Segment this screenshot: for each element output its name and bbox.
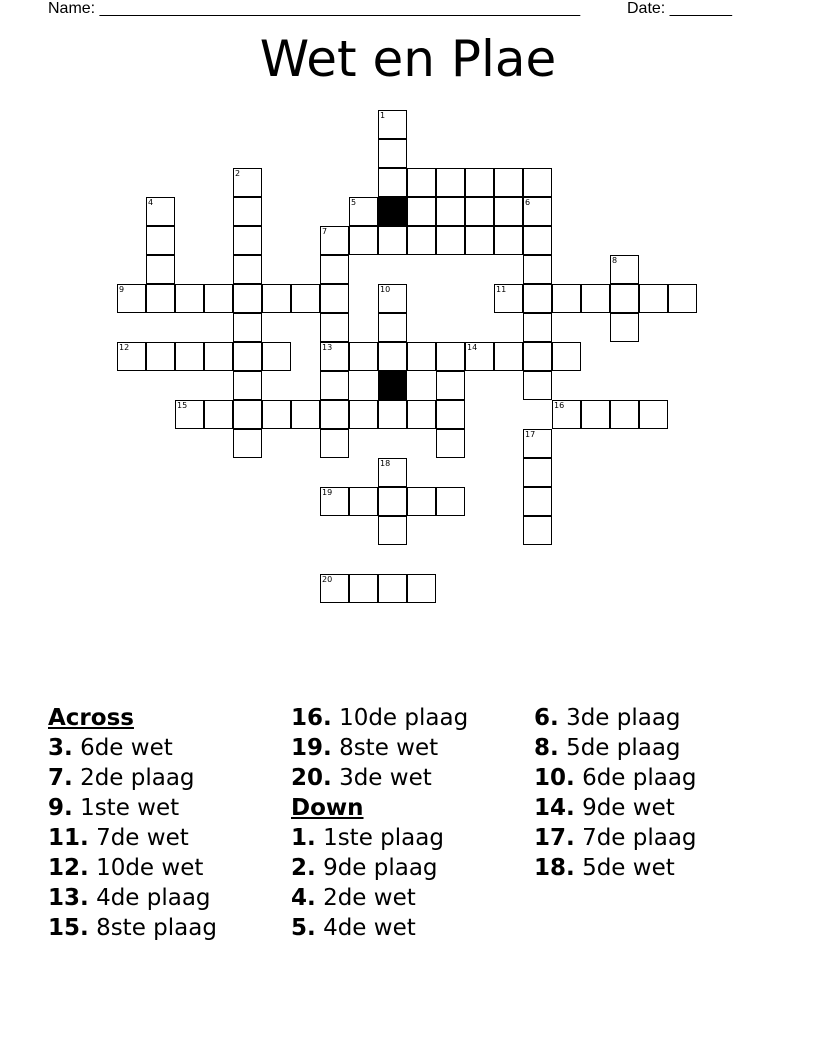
grid-cell[interactable]	[610, 313, 639, 342]
grid-cell[interactable]	[175, 284, 204, 313]
grid-cell[interactable]	[233, 400, 262, 429]
grid-cell[interactable]	[610, 284, 639, 313]
across-clue	[48, 883, 217, 913]
clue-number: 12	[119, 343, 130, 352]
clue-number-label: 2.	[291, 855, 316, 881]
down-heading: Down	[291, 795, 364, 821]
grid-cell[interactable]	[233, 168, 262, 197]
grid-cell[interactable]	[146, 226, 175, 255]
clue-column-1	[48, 703, 217, 943]
clue-number-label: 12.	[48, 855, 89, 881]
clue-number: 18	[380, 459, 391, 468]
clue-text: 8ste wet	[339, 735, 439, 761]
grid-cell[interactable]	[523, 458, 552, 487]
clue-text: 7de wet	[96, 825, 189, 851]
grid-cell[interactable]	[291, 400, 320, 429]
grid-cell[interactable]	[523, 168, 552, 197]
clue-text: 1ste wet	[80, 795, 180, 821]
down-clue	[534, 703, 697, 733]
grid-cell[interactable]	[407, 342, 436, 371]
clue-number: 4	[148, 198, 154, 207]
clue-text: 9de plaag	[323, 855, 438, 881]
across-clue	[291, 703, 468, 733]
grid-cell[interactable]	[320, 371, 349, 400]
grid-cell[interactable]	[378, 168, 407, 197]
grid-cell[interactable]	[233, 284, 262, 313]
grid-cell[interactable]	[378, 487, 407, 516]
grid-cell[interactable]	[523, 429, 552, 458]
grid-cell[interactable]	[233, 429, 262, 458]
clue-number: 16	[554, 401, 565, 410]
grid-cell[interactable]	[320, 400, 349, 429]
clue-text: 2de wet	[323, 885, 416, 911]
clue-text: 9de wet	[582, 795, 675, 821]
clue-number-label: 1.	[291, 825, 316, 851]
clue-number: 20	[322, 575, 333, 584]
grid-cell[interactable]	[320, 255, 349, 284]
clue-number-label: 4.	[291, 885, 316, 911]
clue-text: 2de plaag	[80, 765, 195, 791]
grid-cell[interactable]	[523, 516, 552, 545]
clue-number-label: 5.	[291, 915, 316, 941]
grid-cell[interactable]	[523, 371, 552, 400]
grid-cell[interactable]	[523, 284, 552, 313]
down-clue	[534, 793, 697, 823]
grid-cell[interactable]	[320, 487, 349, 516]
grid-cell[interactable]	[378, 110, 407, 139]
grid-cell[interactable]	[436, 371, 465, 400]
grid-cell[interactable]	[494, 342, 523, 371]
clue-number-label: 18.	[534, 855, 575, 881]
clue-number-label: 20.	[291, 765, 332, 791]
clue-number: 11	[496, 285, 507, 294]
clue-number-label: 3.	[48, 735, 73, 761]
clue-number: 19	[322, 488, 333, 497]
grid-cell[interactable]	[494, 226, 523, 255]
grid-cell[interactable]	[407, 197, 436, 226]
down-clue	[291, 853, 468, 883]
clue-number-label: 16.	[291, 705, 332, 731]
date-label: Date:	[627, 0, 666, 17]
grid-cell[interactable]	[378, 284, 407, 313]
grid-cell[interactable]	[204, 284, 233, 313]
grid-cell[interactable]	[494, 197, 523, 226]
clue-number-label: 17.	[534, 825, 575, 851]
clue-number-label: 15.	[48, 915, 89, 941]
name-label: Name:	[48, 0, 96, 17]
grid-cell[interactable]	[146, 197, 175, 226]
across-clue	[48, 733, 217, 763]
grid-cell[interactable]	[610, 255, 639, 284]
grid-cell[interactable]	[262, 400, 291, 429]
clue-number-label: 9.	[48, 795, 73, 821]
clue-number: 5	[351, 198, 357, 207]
grid-cell[interactable]	[523, 487, 552, 516]
across-clue	[48, 763, 217, 793]
grid-cell[interactable]	[117, 284, 146, 313]
grid-cell[interactable]	[465, 342, 494, 371]
grid-cell[interactable]	[349, 226, 378, 255]
grid-cell[interactable]	[581, 284, 610, 313]
down-clue	[534, 763, 697, 793]
grid-cell[interactable]	[610, 400, 639, 429]
grid-cell[interactable]	[436, 400, 465, 429]
grid-cell[interactable]	[407, 226, 436, 255]
grid-cell[interactable]	[639, 284, 668, 313]
grid-cell[interactable]	[436, 342, 465, 371]
grid-cell[interactable]	[349, 400, 378, 429]
across-heading: Across	[48, 705, 134, 731]
grid-cell[interactable]	[436, 168, 465, 197]
grid-cell[interactable]	[436, 197, 465, 226]
clue-text: 7de plaag	[582, 825, 697, 851]
clue-number-label: 11.	[48, 825, 89, 851]
grid-cell[interactable]	[175, 400, 204, 429]
grid-cell[interactable]	[233, 371, 262, 400]
clue-column-3	[534, 703, 697, 883]
grid-cell[interactable]	[378, 313, 407, 342]
date-field	[627, 0, 732, 18]
grid-cell[interactable]	[117, 342, 146, 371]
grid-cell[interactable]	[320, 429, 349, 458]
clue-number: 1	[380, 111, 386, 120]
clue-text: 1ste plaag	[323, 825, 444, 851]
clue-number: 13	[322, 343, 333, 352]
grid-cell[interactable]	[668, 284, 697, 313]
grid-cell[interactable]	[494, 168, 523, 197]
grid-cell[interactable]	[407, 400, 436, 429]
clue-text: 6de wet	[80, 735, 173, 761]
grid-cell[interactable]	[204, 400, 233, 429]
clue-number: 14	[467, 343, 478, 352]
grid-cell[interactable]	[436, 429, 465, 458]
clue-text: 5de wet	[582, 855, 675, 881]
grid-cell[interactable]	[378, 458, 407, 487]
clue-text: 3de plaag	[566, 705, 681, 731]
date-blank[interactable]: _______	[669, 0, 732, 17]
clue-number: 10	[380, 285, 391, 294]
grid-cell[interactable]	[349, 342, 378, 371]
grid-cell[interactable]	[291, 284, 320, 313]
grid-cell[interactable]	[262, 284, 291, 313]
grid-cell[interactable]	[175, 342, 204, 371]
clue-text: 10de wet	[96, 855, 204, 881]
across-clue	[48, 853, 217, 883]
grid-cell[interactable]	[552, 342, 581, 371]
grid-cell[interactable]	[146, 284, 175, 313]
across-clue	[48, 793, 217, 823]
grid-cell[interactable]	[146, 342, 175, 371]
grid-cell[interactable]	[320, 574, 349, 603]
clue-number: 17	[525, 430, 536, 439]
clue-number-label: 10.	[534, 765, 575, 791]
clue-number: 9	[119, 285, 125, 294]
clue-number: 8	[612, 256, 618, 265]
grid-cell[interactable]	[320, 342, 349, 371]
clue-text: 8ste plaag	[96, 915, 217, 941]
grid-cell[interactable]	[233, 197, 262, 226]
grid-cell[interactable]	[407, 574, 436, 603]
clue-number-label: 14.	[534, 795, 575, 821]
down-clue	[534, 823, 697, 853]
grid-cell[interactable]	[436, 226, 465, 255]
grid-cell[interactable]	[378, 226, 407, 255]
clue-text: 4de plaag	[96, 885, 211, 911]
black-cell	[378, 371, 407, 400]
grid-cell[interactable]	[523, 255, 552, 284]
clue-number-label: 13.	[48, 885, 89, 911]
clue-number: 2	[235, 169, 241, 178]
name-blank[interactable]: ______________________________________________________	[99, 0, 581, 17]
name-field	[48, 0, 580, 18]
grid-cell[interactable]	[494, 284, 523, 313]
across-clue	[48, 913, 217, 943]
down-clue	[291, 823, 468, 853]
grid-cell[interactable]	[523, 313, 552, 342]
grid-cell[interactable]	[349, 574, 378, 603]
page-title: Wet en Plae	[259, 30, 557, 88]
clue-number-label: 8.	[534, 735, 559, 761]
clue-text: 4de wet	[323, 915, 416, 941]
grid-cell[interactable]	[378, 139, 407, 168]
down-clue	[534, 733, 697, 763]
grid-cell[interactable]	[465, 168, 494, 197]
down-clue	[534, 853, 697, 883]
grid-cell[interactable]	[378, 574, 407, 603]
clue-number: 6	[525, 198, 531, 207]
clue-text: 10de plaag	[339, 705, 469, 731]
black-cell	[378, 197, 407, 226]
clue-text: 3de wet	[339, 765, 432, 791]
grid-cell[interactable]	[465, 226, 494, 255]
grid-cell[interactable]	[233, 313, 262, 342]
clue-number: 15	[177, 401, 188, 410]
grid-cell[interactable]	[204, 342, 233, 371]
grid-cell[interactable]	[465, 197, 494, 226]
clue-text: 6de plaag	[582, 765, 697, 791]
clue-number: 7	[322, 227, 328, 236]
across-clue	[291, 733, 468, 763]
clue-number-label: 6.	[534, 705, 559, 731]
grid-cell[interactable]	[233, 255, 262, 284]
grid-cell[interactable]	[233, 342, 262, 371]
grid-cell[interactable]	[523, 226, 552, 255]
grid-cell[interactable]	[233, 226, 262, 255]
grid-cell[interactable]	[523, 342, 552, 371]
clue-number-label: 7.	[48, 765, 73, 791]
grid-cell[interactable]	[581, 400, 610, 429]
down-clue	[291, 913, 468, 943]
grid-cell[interactable]	[349, 487, 378, 516]
grid-cell[interactable]	[146, 255, 175, 284]
grid-cell[interactable]	[320, 313, 349, 342]
grid-cell[interactable]	[320, 226, 349, 255]
across-clue	[48, 823, 217, 853]
grid-cell[interactable]	[523, 197, 552, 226]
across-clue	[291, 763, 468, 793]
down-clue	[291, 883, 468, 913]
grid-cell[interactable]	[378, 342, 407, 371]
grid-cell[interactable]	[378, 400, 407, 429]
grid-cell[interactable]	[262, 342, 291, 371]
clue-column-2	[291, 703, 468, 943]
grid-cell[interactable]	[320, 284, 349, 313]
grid-cell[interactable]	[349, 197, 378, 226]
grid-cell[interactable]	[407, 487, 436, 516]
grid-cell[interactable]	[552, 400, 581, 429]
clue-number-label: 19.	[291, 735, 332, 761]
grid-cell[interactable]	[639, 400, 668, 429]
grid-cell[interactable]	[552, 284, 581, 313]
clue-text: 5de plaag	[566, 735, 681, 761]
grid-cell[interactable]	[436, 487, 465, 516]
grid-cell[interactable]	[378, 516, 407, 545]
grid-cell[interactable]	[407, 168, 436, 197]
